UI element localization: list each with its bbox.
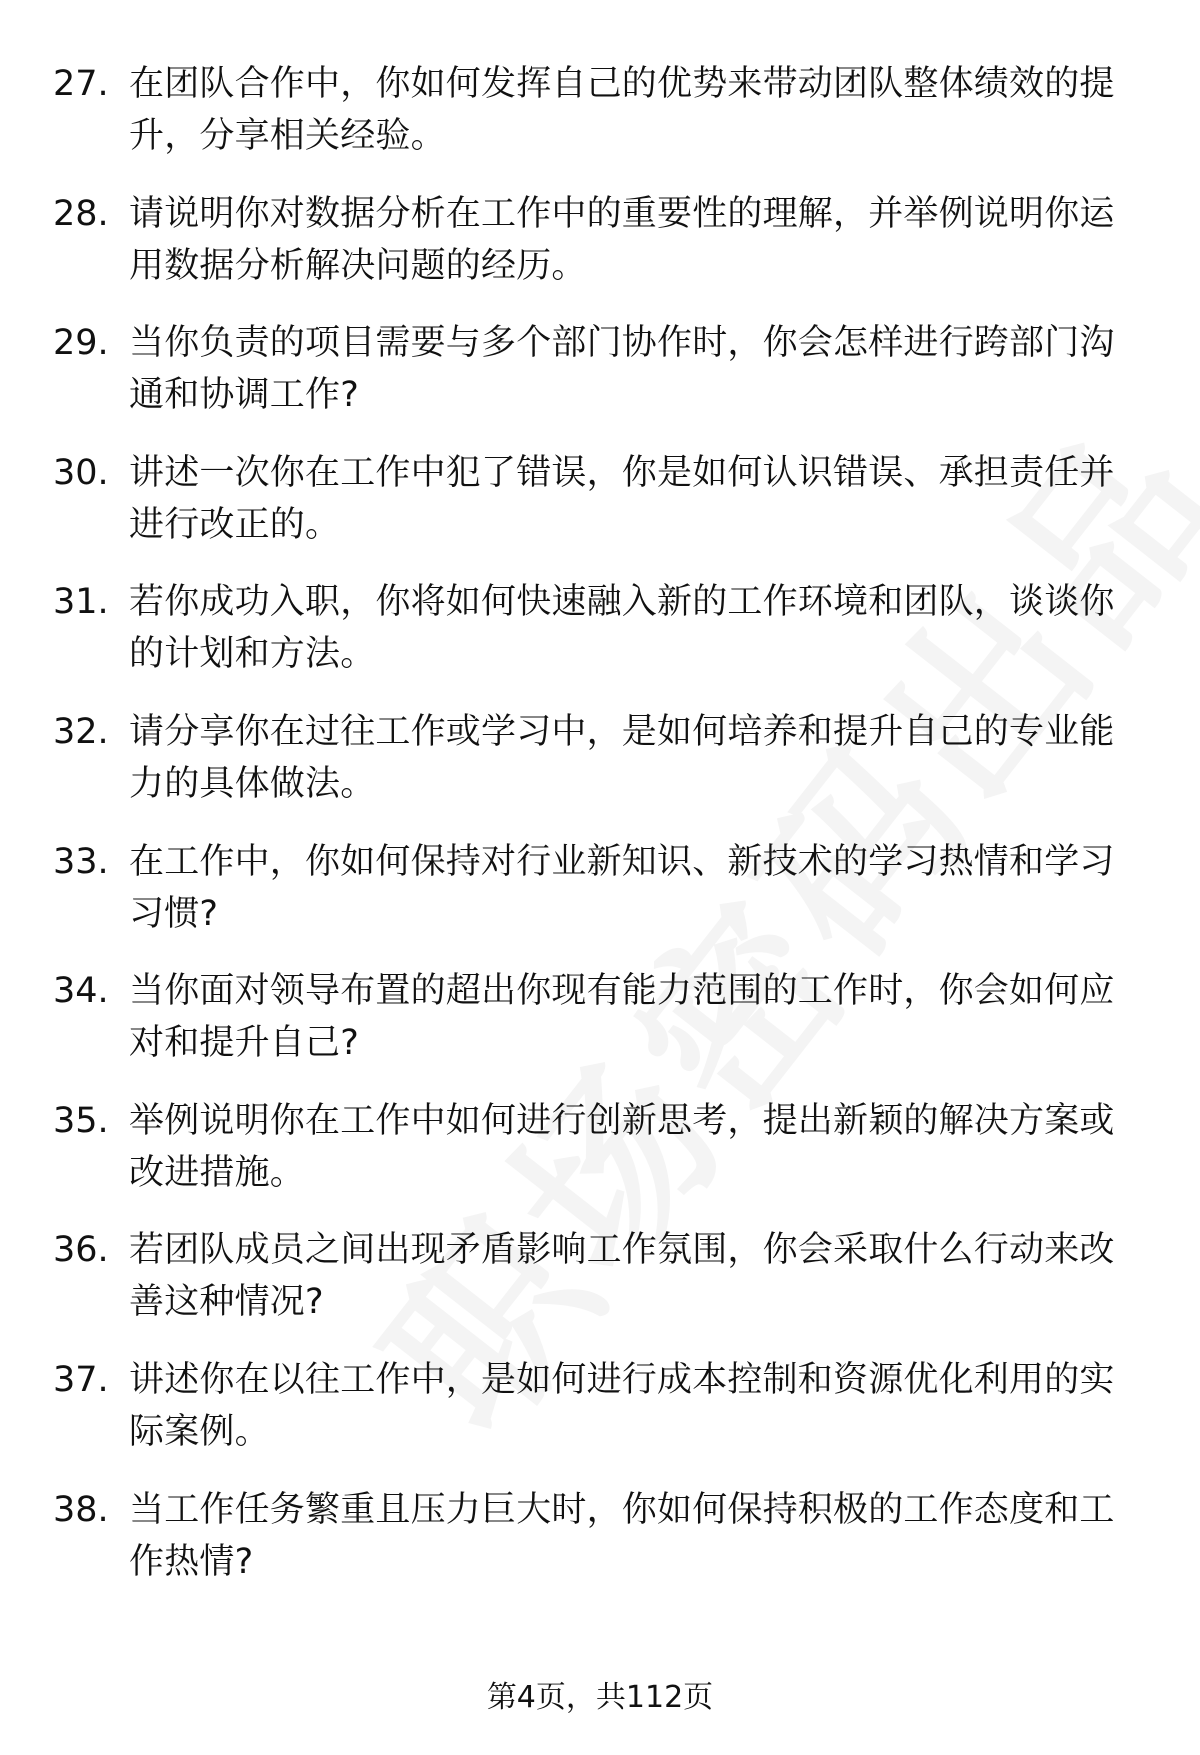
question-text: 请说明你对数据分析在工作中的重要性的理解，并举例说明你运用数据分析解决问题的经历。	[129, 193, 1115, 286]
question-text: 当你负责的项目需要与多个部门协作时，你会怎样进行跨部门沟通和协调工作?	[129, 323, 1115, 416]
question-text: 在工作中，你如何保持对行业新知识、新技术的学习热情和学习习惯?	[129, 841, 1115, 934]
question-item	[0, 188, 1200, 318]
question-item	[0, 1354, 1200, 1484]
question-item	[0, 706, 1200, 836]
question-item	[0, 576, 1200, 706]
question-number: 30.	[53, 452, 109, 493]
question-item	[0, 58, 1200, 188]
question-item	[0, 317, 1200, 447]
question-list	[0, 58, 1200, 1613]
question-item	[0, 447, 1200, 577]
question-text: 请分享你在过往工作或学习中，是如何培养和提升自己的专业能力的具体做法。	[129, 711, 1115, 804]
question-number: 31.	[53, 582, 109, 623]
page-footer: 第4页，共112页	[486, 1680, 714, 1715]
question-number: 35.	[53, 1100, 109, 1141]
question-item	[0, 1224, 1200, 1354]
question-number: 32.	[53, 711, 109, 752]
question-number: 33.	[53, 841, 109, 882]
question-text: 当工作任务繁重且压力巨大时，你如何保持积极的工作态度和工作热情?	[129, 1489, 1115, 1582]
question-text: 在团队合作中，你如何发挥自己的优势来带动团队整体绩效的提升，分享相关经验。	[129, 64, 1115, 156]
question-number: 38.	[53, 1489, 109, 1530]
question-text: 讲述你在以往工作中，是如何进行成本控制和资源优化利用的实际案例。	[129, 1359, 1115, 1452]
question-item	[0, 1484, 1200, 1614]
question-text: 当你面对领导布置的超出你现有能力范围的工作时，你会如何应对和提升自己?	[129, 971, 1115, 1064]
question-number: 29.	[53, 323, 109, 364]
question-number: 36.	[53, 1230, 109, 1271]
question-number: 28.	[53, 193, 109, 234]
question-item	[0, 965, 1200, 1095]
question-text: 讲述一次你在工作中犯了错误，你是如何认识错误、承担责任并进行改正的。	[129, 452, 1115, 545]
question-item	[0, 1095, 1200, 1225]
question-text: 举例说明你在工作中如何进行创新思考，提出新颖的解决方案或改进措施。	[129, 1100, 1115, 1193]
question-number: 34.	[53, 971, 109, 1012]
question-number: 37.	[53, 1359, 109, 1400]
question-number: 27.	[53, 64, 109, 104]
question-text: 若团队成员之间出现矛盾影响工作氛围，你会采取什么行动来改善这种情况?	[129, 1230, 1115, 1323]
question-item	[0, 836, 1200, 966]
question-text: 若你成功入职，你将如何快速融入新的工作环境和团队，谈谈你的计划和方法。	[129, 582, 1115, 675]
